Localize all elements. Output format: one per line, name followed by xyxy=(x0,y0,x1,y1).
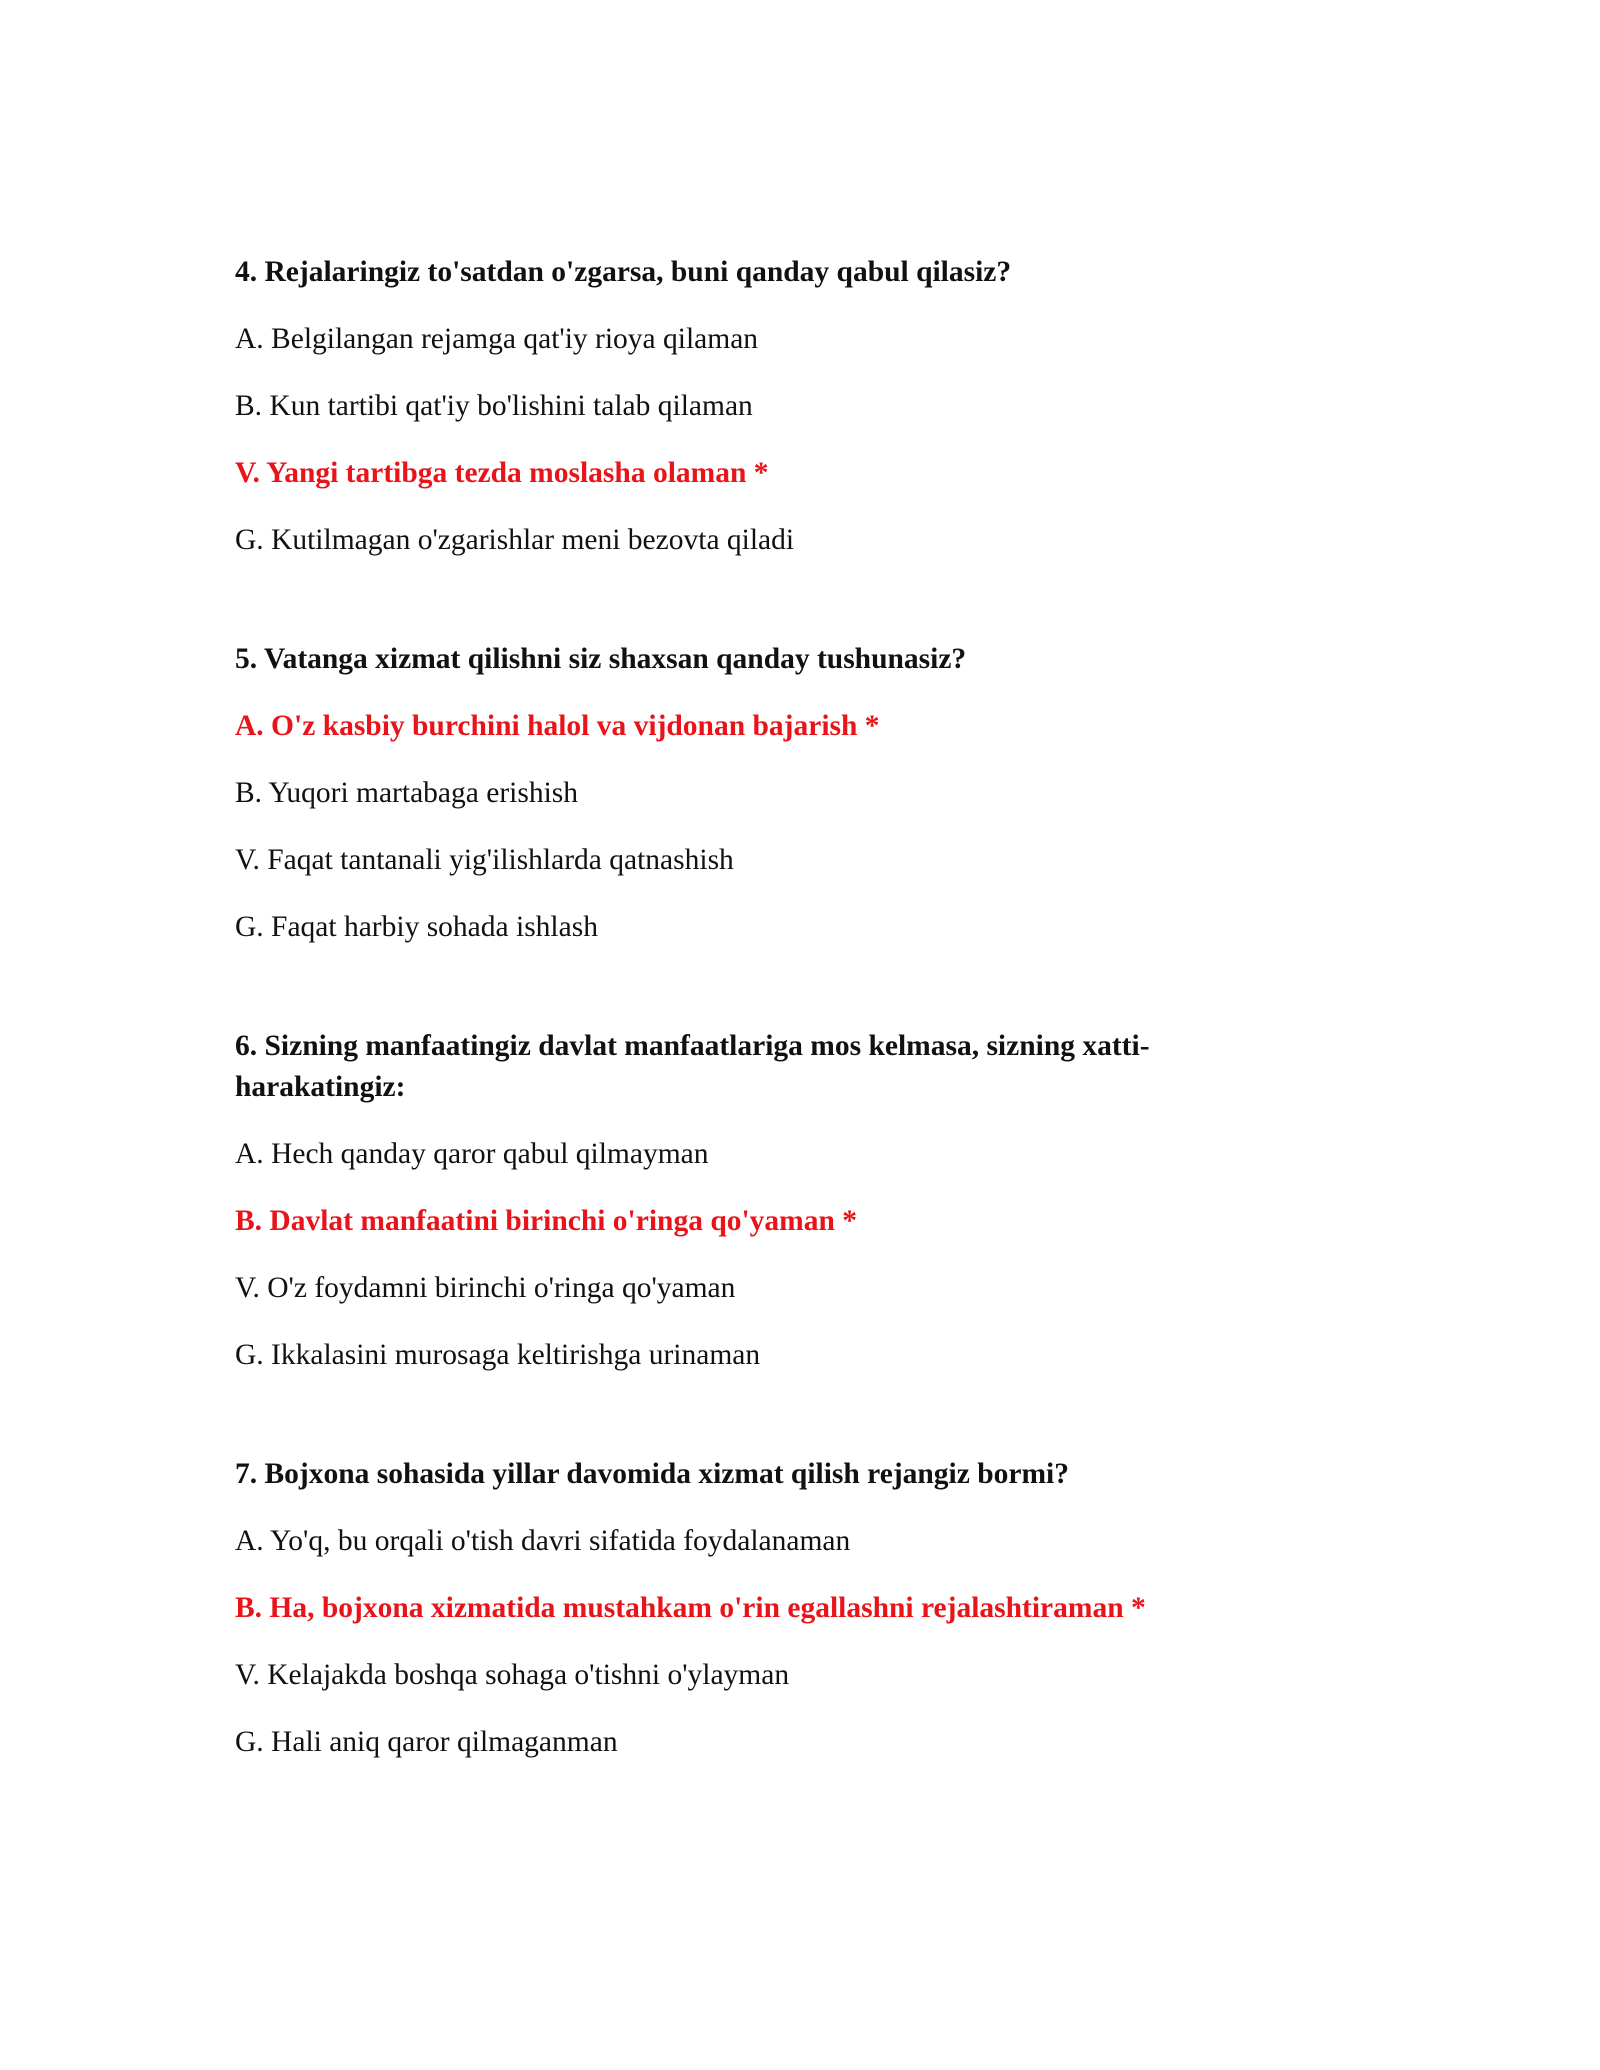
question-5 xyxy=(235,639,1235,948)
option-b: B. Kun tartibi qat'iy bo'lishini talab qilaman xyxy=(235,390,753,422)
option-b: B. Yuqori martabaga erishish xyxy=(235,777,578,809)
option-g: G. Faqat harbiy sohada ishlash xyxy=(235,911,598,943)
question-title: 7. Bojxona sohasida yillar davomida xizmat qilish rejangiz bormi? xyxy=(235,1458,1069,1490)
option-a: A. Hech qanday qaror qabul qilmayman xyxy=(235,1138,709,1170)
option-v: V. Kelajakda boshqa sohaga o'tishni o'ylayman xyxy=(235,1659,790,1691)
document-page xyxy=(235,252,1235,1841)
question-4 xyxy=(235,252,1235,561)
option-a: A. Belgilangan rejamga qat'iy rioya qilaman xyxy=(235,323,759,355)
option-a-correct: A. O'z kasbiy burchini halol va vijdonan bajarish * xyxy=(235,710,880,742)
option-g: G. Ikkalasini murosaga keltirishga urinaman xyxy=(235,1339,761,1371)
question-6 xyxy=(235,1026,1235,1376)
question-title: 4. Rejalaringiz to'satdan o'zgarsa, buni qanday qabul qilasiz? xyxy=(235,256,1012,288)
question-title: 5. Vatanga xizmat qilishni siz shaxsan qanday tushunasiz? xyxy=(235,643,967,675)
option-g: G. Hali aniq qaror qilmaganman xyxy=(235,1726,618,1758)
option-b-correct: B. Ha, bojxona xizmatida mustahkam o'rin egallashni rejalashtiraman * xyxy=(235,1592,1146,1624)
option-v-correct: V. Yangi tartibga tezda moslasha olaman * xyxy=(235,457,769,489)
question-title: 6. Sizning manfaatingiz davlat manfaatlariga mos kelmasa, sizning xatti-harakatingiz: xyxy=(235,1030,1150,1103)
option-v: V. O'z foydamni birinchi o'ringa qo'yaman xyxy=(235,1272,736,1304)
option-a: A. Yo'q, bu orqali o'tish davri sifatida foydalanaman xyxy=(235,1525,851,1557)
option-g: G. Kutilmagan o'zgarishlar meni bezovta qiladi xyxy=(235,524,795,556)
question-7 xyxy=(235,1454,1235,1763)
option-v: V. Faqat tantanali yig'ilishlarda qatnashish xyxy=(235,844,734,876)
option-b-correct: B. Davlat manfaatini birinchi o'ringa qo'yaman * xyxy=(235,1205,858,1237)
